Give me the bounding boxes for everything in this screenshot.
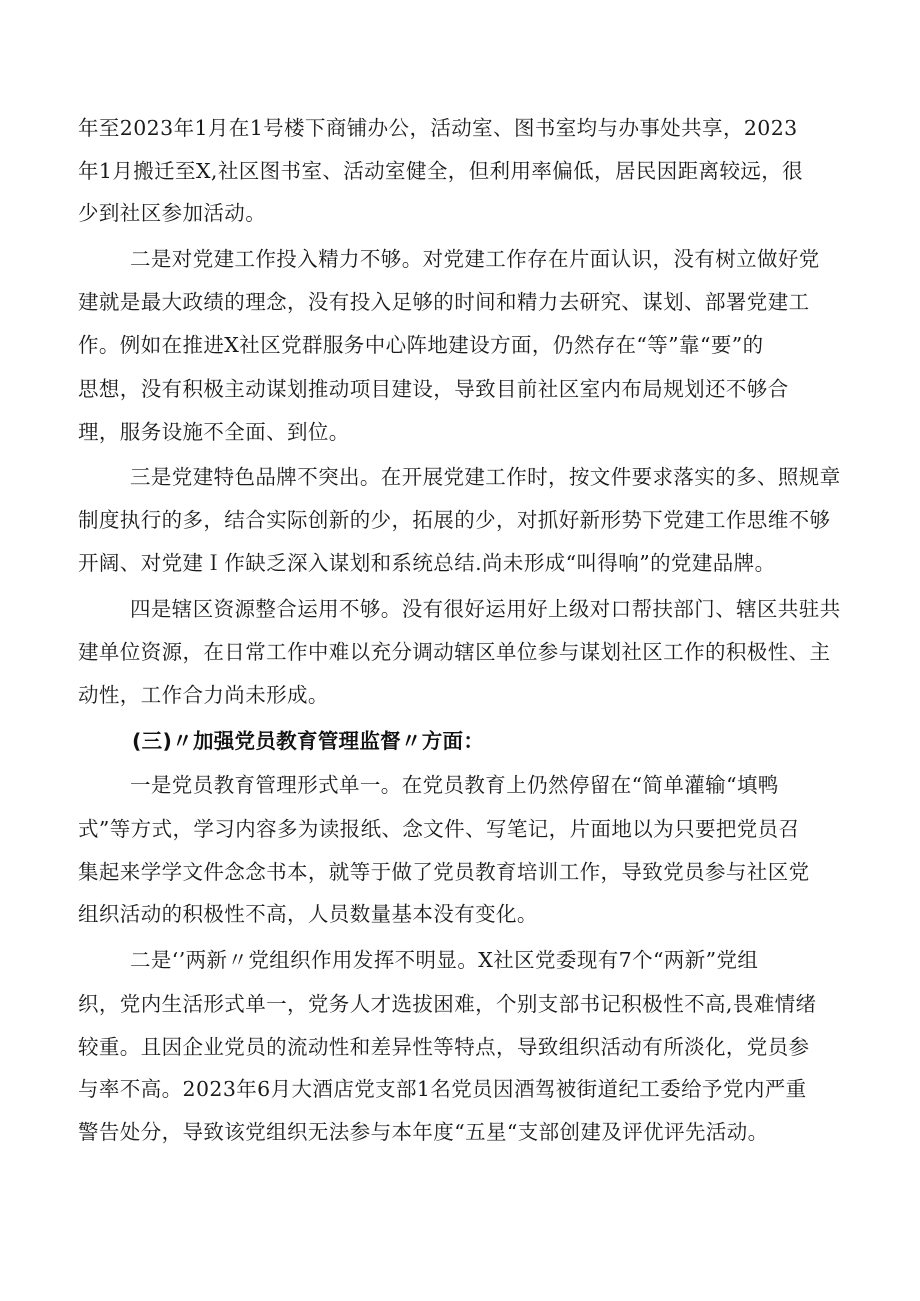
paragraph-4-line-2: 建单位资源，在日常工作中难以充分调动辖区单位参与谋划社区工作的积极性、主	[78, 640, 831, 664]
paragraph-2-line-5: 理，服务设施不全面、到位。	[78, 420, 350, 444]
paragraph-5-line-3: 集起来学学文件念念书本，就等于做了党员教育培训工作，导致党员参与社区党	[78, 860, 810, 884]
paragraph-3-line-2: 制度执行的多，结合实际创新的少，拓展的少，对抓好新形势下党建工作思维不够	[78, 508, 831, 532]
paragraph-5-line-4: 组织活动的积极性不高，人员数量基本没有变化。	[78, 902, 538, 926]
paragraph-1-line-2: 年1月搬迁至X,社区图书室、活动室健全，但利用率偏低，居民因距离较远，很	[78, 159, 804, 183]
paragraph-1-line-3: 少到社区参加活动。	[78, 201, 267, 225]
paragraph-2-line-3: 作。例如在推进X社区党群服务中心阵地建设方面，仍然存在“等”靠“要”的	[78, 333, 764, 357]
paragraph-6-line-4: 与率不高。2023年6月大酒店党支部1名党员因酒驾被街道纪工委给予党内严重	[78, 1077, 807, 1101]
paragraph-3-line-3: 开阔、对党建Ｉ作缺乏深入谋划和系统总结.尚未形成“叫得响”的党建品牌。	[78, 551, 776, 575]
paragraph-4-line-1: 四是辖区资源整合运用不够。没有很好运用好上级对口帮扶部门、辖区共驻共	[130, 597, 841, 621]
paragraph-5-line-1: 一是党员教育管理形式单一。在党员教育上仍然停留在“简单灌输“填鸭	[130, 773, 779, 797]
section-heading: (三)〃加强党员教育管理监督〃方面：	[132, 729, 485, 753]
paragraph-6-line-3: 较重。且因企业党员的流动性和差异性等特点，导致组织活动有所淡化，党员参	[78, 1035, 810, 1059]
paragraph-3-line-1: 三是党建特色品牌不突出。在开展党建工作时，按文件要求落实的多、照规章	[130, 465, 841, 489]
paragraph-6-line-2: 织，党内生活形式单一，党务人才选拔困难，个别支部书记积极性不高,畏难情绪	[78, 992, 817, 1016]
paragraph-2-line-1: 二是对党建工作投入精力不够。对党建工作存在片面认识，没有树立做好党	[130, 247, 820, 271]
paragraph-6-line-1: 二是‘’两新〃党组织作用发挥不明显。X社区党委现有7个“两新”党组	[130, 948, 759, 972]
paragraph-4-line-3: 动性，工作合力尚未形成。	[78, 683, 329, 707]
paragraph-6-line-5: 警告处分，导致该党组织无法参与本年度“五星“支部创建及评优评先活动。	[78, 1120, 769, 1144]
paragraph-1-line-1: 年至2023年1月在1号楼下商铺办公，活动室、图书室均与办事处共享，2023	[78, 116, 798, 140]
paragraph-2-line-4: 思想，没有积极主动谋划推动项目建设，导致目前社区室内布局规划还不够合	[78, 377, 789, 401]
paragraph-2-line-2: 建就是最大政绩的理念，没有投入足够的时间和精力去研究、谋划、部署党建工	[78, 290, 810, 314]
paragraph-5-line-2: 式”等方式，学习内容多为读报纸、念文件、写笔记，片面地以为只要把党员召	[78, 817, 800, 841]
